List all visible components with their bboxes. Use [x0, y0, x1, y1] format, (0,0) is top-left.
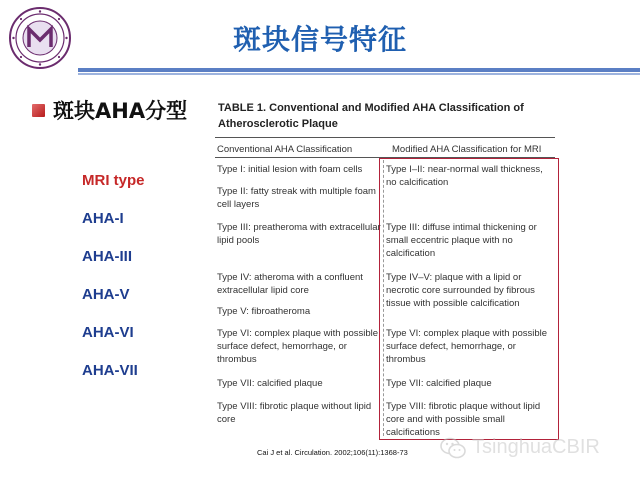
column-header-conventional: Conventional AHA Classification [217, 144, 353, 155]
list-item: AHA-VII [82, 362, 138, 379]
mri-type-header: MRI type [82, 172, 145, 189]
section-heading-text: 斑块AHA分型 [53, 99, 188, 123]
watermark [440, 436, 600, 459]
list-item: AHA-I [82, 210, 124, 227]
table-cell: Type I–II: near-normal wall thickness, no calcification [386, 164, 543, 188]
table-title: TABLE 1. Conventional and Modified AHA Classification of Atherosclerotic Plaque [218, 102, 524, 130]
table-cell: Type VII: calcified plaque [217, 378, 323, 389]
table-cell: Type I: initial lesion with foam cells [217, 164, 363, 175]
wechat-icon [440, 437, 466, 459]
slide-title: 斑块信号特征 [232, 23, 407, 56]
table-cell: Type III: diffuse intimal thickening or small eccentric plaque with no calcification [386, 222, 537, 259]
table-cell: Type IV–V: plaque with a lipid or necrotic core surrounded by fibrous tissue with possible calcification [386, 272, 535, 309]
table-cell: Type III: preatheroma with extracellular lipid pools [217, 222, 381, 246]
mri-type-list [82, 172, 145, 400]
table-cell: Type VI: complex plaque with possible surface defect, hemorrhage, or thrombus [386, 328, 548, 365]
list-item: AHA-V [82, 286, 130, 303]
table-cell: Type V: fibroatheroma [217, 306, 311, 317]
watermark-text: TsinghuaCBIR [472, 436, 600, 458]
table-cell: Type VII: calcified plaque [386, 378, 492, 389]
list-item: AHA-VI [82, 324, 134, 341]
list-item: AHA-III [82, 248, 132, 265]
title-divider [78, 68, 640, 76]
table-top-rule [215, 137, 555, 138]
table-cell: Type IV: atheroma with a confluent extracellular lipid core [217, 272, 363, 296]
column-header-modified: Modified AHA Classification for MRI [392, 144, 542, 155]
table-cell: Type VIII: fibrotic plaque without lipid core and with possible small calcifications [386, 401, 541, 438]
table-cell: Type VIII: fibrotic plaque without lipid core [217, 401, 372, 425]
section-heading [32, 95, 187, 125]
table-cell: Type VI: complex plaque with possible surface defect, hemorrhage, or thrombus [217, 328, 379, 365]
column-divider [383, 160, 384, 436]
citation: Cai J et al. Circulation. 2002;106(11):1368-73 [257, 448, 408, 457]
table-cell: Type II: fatty streak with multiple foam cell layers [217, 186, 376, 210]
square-bullet-icon [32, 104, 45, 117]
